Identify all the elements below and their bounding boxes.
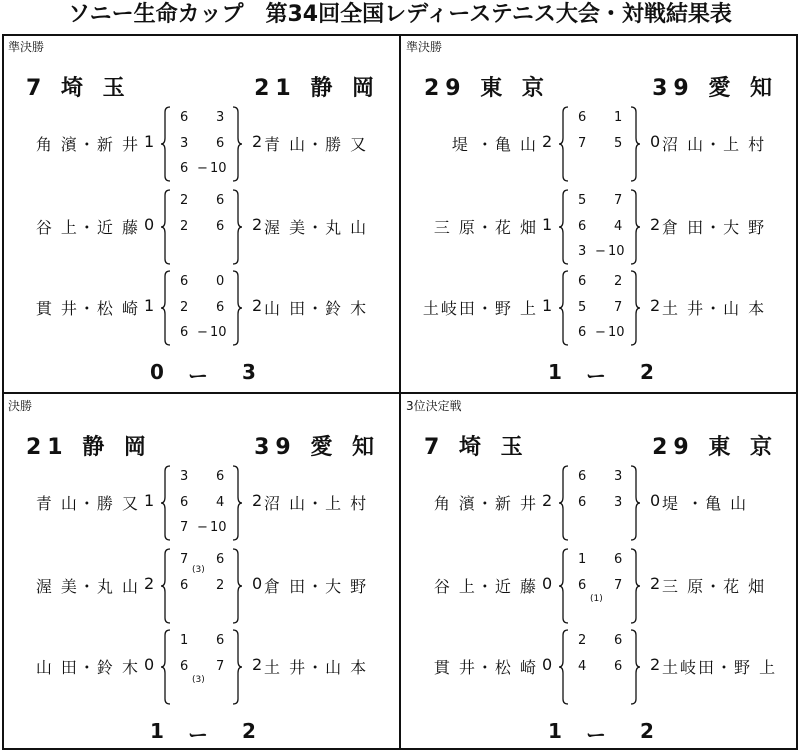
left-team-name: 7 埼 玉	[26, 76, 131, 101]
left-brace	[558, 548, 570, 624]
left-pair-names: 三 原・花 畑	[433, 218, 538, 237]
left-pair-names: 山 田・鈴 木	[35, 658, 140, 677]
left-pair-names: 谷 上・近 藤	[35, 218, 140, 237]
set-dash: −	[197, 161, 208, 176]
right-sets-won: 2	[650, 296, 661, 315]
games-right: 6	[216, 193, 225, 208]
games-left: 6	[578, 578, 587, 593]
games-right: 5	[614, 136, 623, 151]
right-team-name: 39 愛 知	[254, 435, 380, 460]
tiebreak-score: (3)	[192, 565, 205, 575]
games-left: 5	[578, 193, 587, 208]
match-row	[400, 629, 798, 705]
right-pair-names: 沼 山・上 村	[662, 135, 767, 154]
total-right: 2	[640, 719, 654, 743]
games-left: 6	[578, 110, 587, 125]
games-left: 7	[578, 136, 587, 151]
total-dash: ー	[586, 364, 606, 388]
right-sets-won: 2	[252, 132, 263, 151]
games-left: 6	[578, 495, 587, 510]
games-right: 6	[216, 219, 225, 234]
total-left: 1	[548, 719, 562, 743]
games-left: 6	[578, 469, 587, 484]
left-sets-won: 1	[144, 132, 155, 151]
match-row	[2, 629, 400, 705]
right-pair-names: 土岐田・野 上	[662, 658, 778, 677]
left-sets-won: 1	[144, 491, 155, 510]
left-sets-won: 0	[144, 655, 155, 674]
match-row	[400, 106, 798, 182]
games-left: 2	[180, 193, 189, 208]
round-label: 決勝	[8, 399, 33, 413]
right-brace	[231, 189, 243, 265]
right-brace	[629, 270, 641, 346]
tiebreak-score: (3)	[192, 675, 205, 685]
games-left: 7	[180, 552, 189, 567]
left-brace	[160, 548, 172, 624]
right-pair-names: 山 田・鈴 木	[264, 299, 369, 318]
left-brace	[558, 189, 570, 265]
right-brace	[231, 270, 243, 346]
total-left: 1	[548, 360, 562, 384]
games-right: 3	[216, 110, 225, 125]
games-right: 1	[614, 110, 623, 125]
right-sets-won: 2	[650, 574, 661, 593]
games-right: 3	[614, 469, 623, 484]
left-pair-names: 貫 井・松 崎	[433, 658, 538, 677]
right-sets-won: 2	[252, 296, 263, 315]
games-right: 6	[216, 136, 225, 151]
set-dash: −	[197, 520, 208, 535]
games-right: 2	[614, 274, 623, 289]
right-brace	[231, 465, 243, 541]
games-left: 6	[180, 110, 189, 125]
left-sets-won: 2	[542, 491, 553, 510]
left-team-name: 21 静 岡	[26, 435, 152, 460]
round-label: 準決勝	[8, 40, 45, 54]
result-panel	[2, 34, 400, 392]
games-right: 6	[614, 659, 623, 674]
right-brace	[231, 548, 243, 624]
right-brace	[629, 189, 641, 265]
result-panel	[400, 393, 798, 751]
games-left: 7	[180, 520, 189, 535]
left-brace	[160, 270, 172, 346]
games-right: 3	[614, 495, 623, 510]
right-pair-names: 倉 田・大 野	[264, 577, 369, 596]
left-sets-won: 2	[542, 132, 553, 151]
total-left: 0	[150, 360, 164, 384]
left-pair-names: 谷 上・近 藤	[433, 577, 538, 596]
right-brace	[231, 629, 243, 705]
left-sets-won: 1	[542, 296, 553, 315]
match-row	[400, 189, 798, 265]
result-panel	[2, 393, 400, 751]
match-row	[2, 548, 400, 624]
left-pair-names: 渥 美・丸 山	[35, 577, 140, 596]
match-row	[2, 465, 400, 541]
page-title: ソニー生命カップ 第34回全国レディーステニス大会・対戦結果表	[68, 2, 732, 27]
right-sets-won: 0	[252, 574, 263, 593]
games-left: 2	[180, 300, 189, 315]
left-team-name: 29 東 京	[424, 76, 550, 101]
total-right: 2	[242, 719, 256, 743]
right-brace	[629, 106, 641, 182]
games-left: 6	[578, 325, 587, 340]
right-sets-won: 0	[650, 132, 661, 151]
games-right: 2	[216, 578, 225, 593]
games-left: 6	[180, 325, 189, 340]
games-right: 10	[210, 520, 227, 535]
right-team-name: 39 愛 知	[652, 76, 778, 101]
right-pair-names: 青 山・勝 又	[264, 135, 369, 154]
total-right: 3	[242, 360, 256, 384]
games-left: 6	[180, 578, 189, 593]
left-pair-names: 土岐田・野 上	[422, 299, 538, 318]
games-left: 2	[180, 219, 189, 234]
right-sets-won: 2	[252, 215, 263, 234]
games-right: 6	[216, 633, 225, 648]
games-left: 6	[180, 659, 189, 674]
games-left: 5	[578, 300, 587, 315]
right-pair-names: 土 井・山 本	[662, 299, 767, 318]
total-dash: ー	[188, 723, 208, 747]
right-pair-names: 堤 ・亀 山	[662, 494, 749, 513]
left-brace	[558, 629, 570, 705]
set-dash: −	[595, 244, 606, 259]
right-sets-won: 0	[650, 491, 661, 510]
right-sets-won: 2	[252, 491, 263, 510]
games-left: 1	[578, 552, 587, 567]
match-row	[2, 106, 400, 182]
games-left: 3	[578, 244, 587, 259]
right-pair-names: 渥 美・丸 山	[264, 218, 369, 237]
games-left: 6	[578, 219, 587, 234]
right-brace	[629, 548, 641, 624]
right-team-name: 29 東 京	[652, 435, 778, 460]
total-dash: ー	[586, 723, 606, 747]
left-pair-names: 角 濱・新 井	[433, 494, 538, 513]
match-row	[400, 465, 798, 541]
games-right: 0	[216, 274, 225, 289]
round-label: 準決勝	[406, 40, 443, 54]
set-dash: −	[197, 325, 208, 340]
left-sets-won: 2	[144, 574, 155, 593]
games-left: 6	[180, 495, 189, 510]
left-pair-names: 貫 井・松 崎	[35, 299, 140, 318]
total-dash: ー	[188, 364, 208, 388]
left-pair-names: 堤 ・亀 山	[451, 135, 538, 154]
match-row	[400, 270, 798, 346]
games-left: 6	[180, 161, 189, 176]
total-left: 1	[150, 719, 164, 743]
left-pair-names: 青 山・勝 又	[35, 494, 140, 513]
left-team-name: 7 埼 玉	[424, 435, 529, 460]
right-pair-names: 沼 山・上 村	[264, 494, 369, 513]
left-brace	[558, 270, 570, 346]
result-panel	[400, 34, 798, 392]
games-left: 6	[180, 274, 189, 289]
games-right: 7	[614, 300, 623, 315]
match-row	[400, 548, 798, 624]
right-pair-names: 土 井・山 本	[264, 658, 369, 677]
games-right: 6	[614, 552, 623, 567]
right-pair-names: 三 原・花 畑	[662, 577, 767, 596]
right-sets-won: 2	[650, 655, 661, 674]
games-right: 6	[614, 633, 623, 648]
games-right: 6	[216, 469, 225, 484]
games-left: 1	[180, 633, 189, 648]
match-row	[2, 189, 400, 265]
games-left: 3	[180, 136, 189, 151]
right-team-name: 21 静 岡	[254, 76, 380, 101]
left-brace	[160, 629, 172, 705]
games-left: 2	[578, 633, 587, 648]
left-brace	[160, 189, 172, 265]
left-sets-won: 1	[542, 215, 553, 234]
games-right: 4	[216, 495, 225, 510]
games-right: 4	[614, 219, 623, 234]
left-sets-won: 1	[144, 296, 155, 315]
games-right: 7	[216, 659, 225, 674]
left-brace	[160, 465, 172, 541]
left-brace	[558, 106, 570, 182]
right-brace	[629, 465, 641, 541]
left-sets-won: 0	[144, 215, 155, 234]
games-right: 7	[614, 193, 623, 208]
right-brace	[629, 629, 641, 705]
left-brace	[558, 465, 570, 541]
tiebreak-score: (1)	[590, 594, 603, 604]
left-sets-won: 0	[542, 574, 553, 593]
right-sets-won: 2	[252, 655, 263, 674]
right-pair-names: 倉 田・大 野	[662, 218, 767, 237]
left-sets-won: 0	[542, 655, 553, 674]
games-left: 4	[578, 659, 587, 674]
games-right: 6	[216, 552, 225, 567]
games-right: 10	[608, 325, 625, 340]
games-right: 6	[216, 300, 225, 315]
games-right: 7	[614, 578, 623, 593]
left-brace	[160, 106, 172, 182]
right-brace	[231, 106, 243, 182]
games-left: 6	[578, 274, 587, 289]
left-pair-names: 角 濱・新 井	[35, 135, 140, 154]
games-left: 3	[180, 469, 189, 484]
games-right: 10	[608, 244, 625, 259]
round-label: 3位決定戦	[406, 399, 462, 413]
right-sets-won: 2	[650, 215, 661, 234]
games-right: 10	[210, 325, 227, 340]
match-row	[2, 270, 400, 346]
total-right: 2	[640, 360, 654, 384]
games-right: 10	[210, 161, 227, 176]
set-dash: −	[595, 325, 606, 340]
